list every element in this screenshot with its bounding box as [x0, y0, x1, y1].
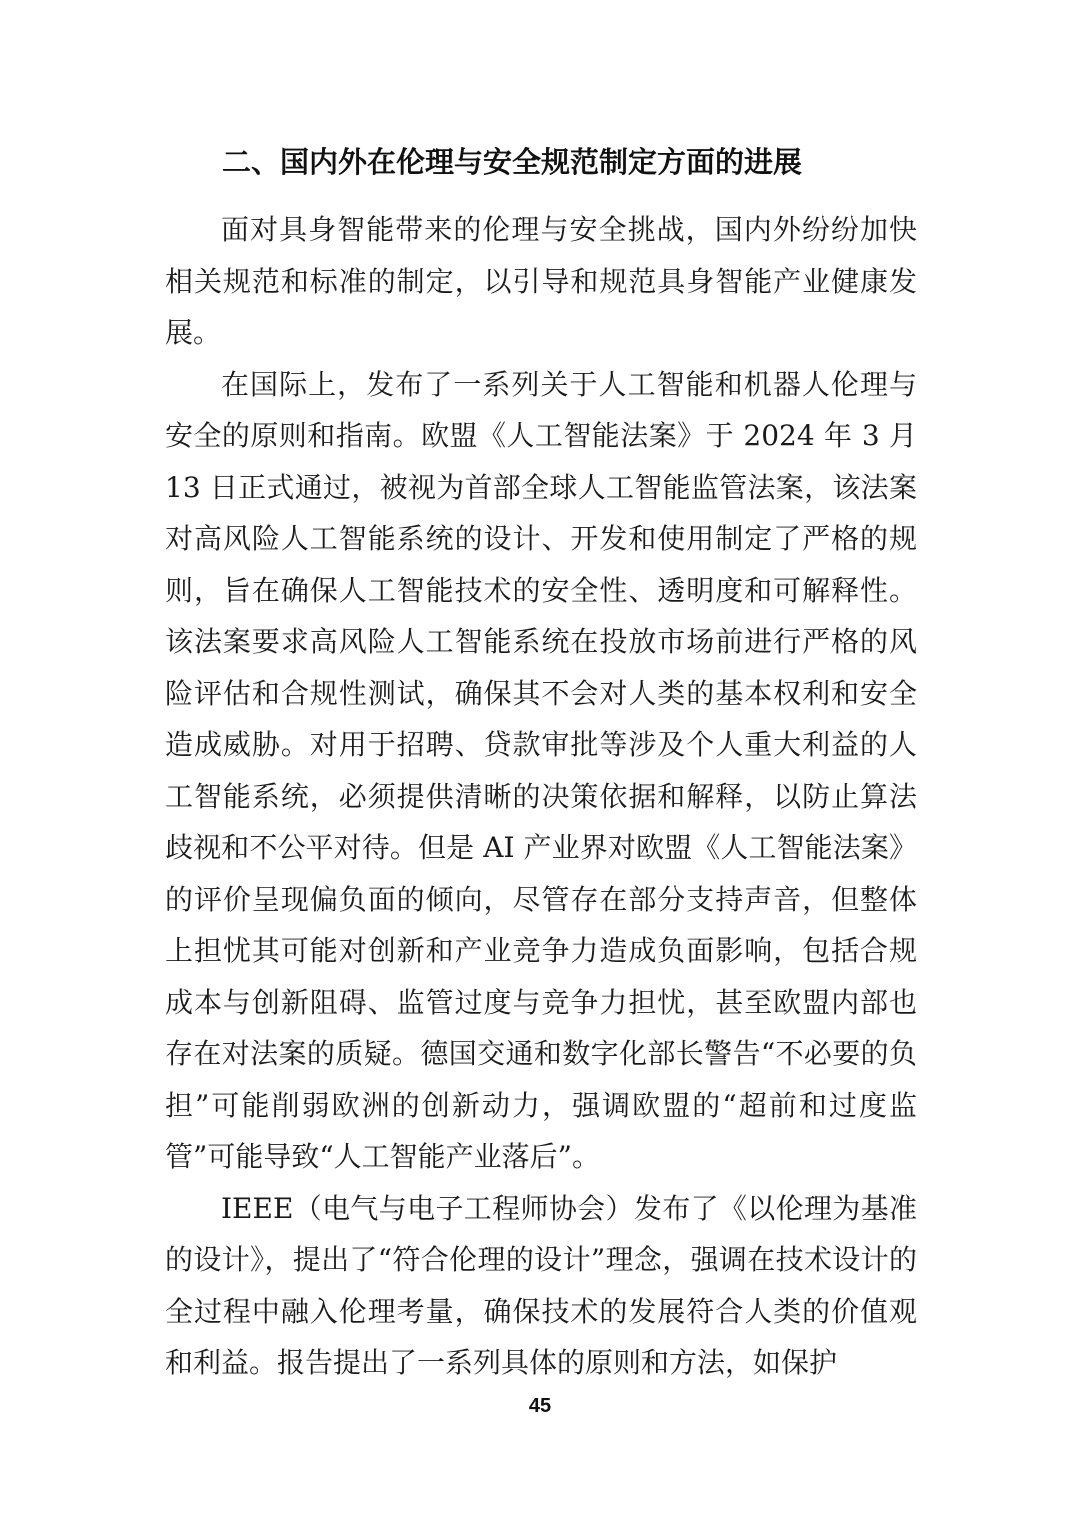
- body-text: [165, 204, 917, 1389]
- section-heading: 二、国内外在伦理与安全规范制定方面的进展: [222, 145, 803, 179]
- paragraph-ieee: IEEE（电气与电子工程师协会）发布了《以伦理为基准的设计》，提出了“符合伦理的设计”理念，强调在技术设计的全过程中融入伦理考量，确保技术的发展符合人类的价值观和利益。报告提出了一系列具体的原则和方法，如保护: [165, 1191, 917, 1379]
- page-number: 45: [528, 1395, 552, 1417]
- paragraph-intro: 面对具身智能带来的伦理与安全挑战，国内外纷纷加快相关规范和标准的制定，以引导和规范具身智能产业健康发展。: [165, 213, 917, 349]
- paragraph-international: 在国际上，发布了一系列关于人工智能和机器人伦理与安全的原则和指南。欧盟《人工智能法案》于 2024 年 3 月 13 日正式通过，被视为首部全球人工智能监管法案，该法案对高风险人工智能系统的设计、开发和使用制定了严格的规则，旨在确保人工智能技术的安全性、透明度和可解释性。该法案要求高风险人工智能系统在投放市场前进行严格的风险评估和合规性测试，确保其不会对人类的基本权利和安全造成威胁。对用于招聘、贷款审批等涉及个人重大利益的人工智能系统，必须提供清晰的决策依据和解释，以防止算法歧视和不公平对待。但是 AI 产业界对欧盟《人工智能法案》的评价呈现偏负面的倾向，尽管存在部分支持声音，但整体上担忧其可能对创新和产业竞争力造成负面影响，包括合规成本与创新阻碍、监管过度与竞争力担忧，甚至欧盟内部也存在对法案的质疑。德国交通和数字化部长警告“不必要的负担”可能削弱欧洲的创新动力，强调欧盟的“超前和过度监管”可能导致“人工智能产业落后”。: [165, 367, 917, 1173]
